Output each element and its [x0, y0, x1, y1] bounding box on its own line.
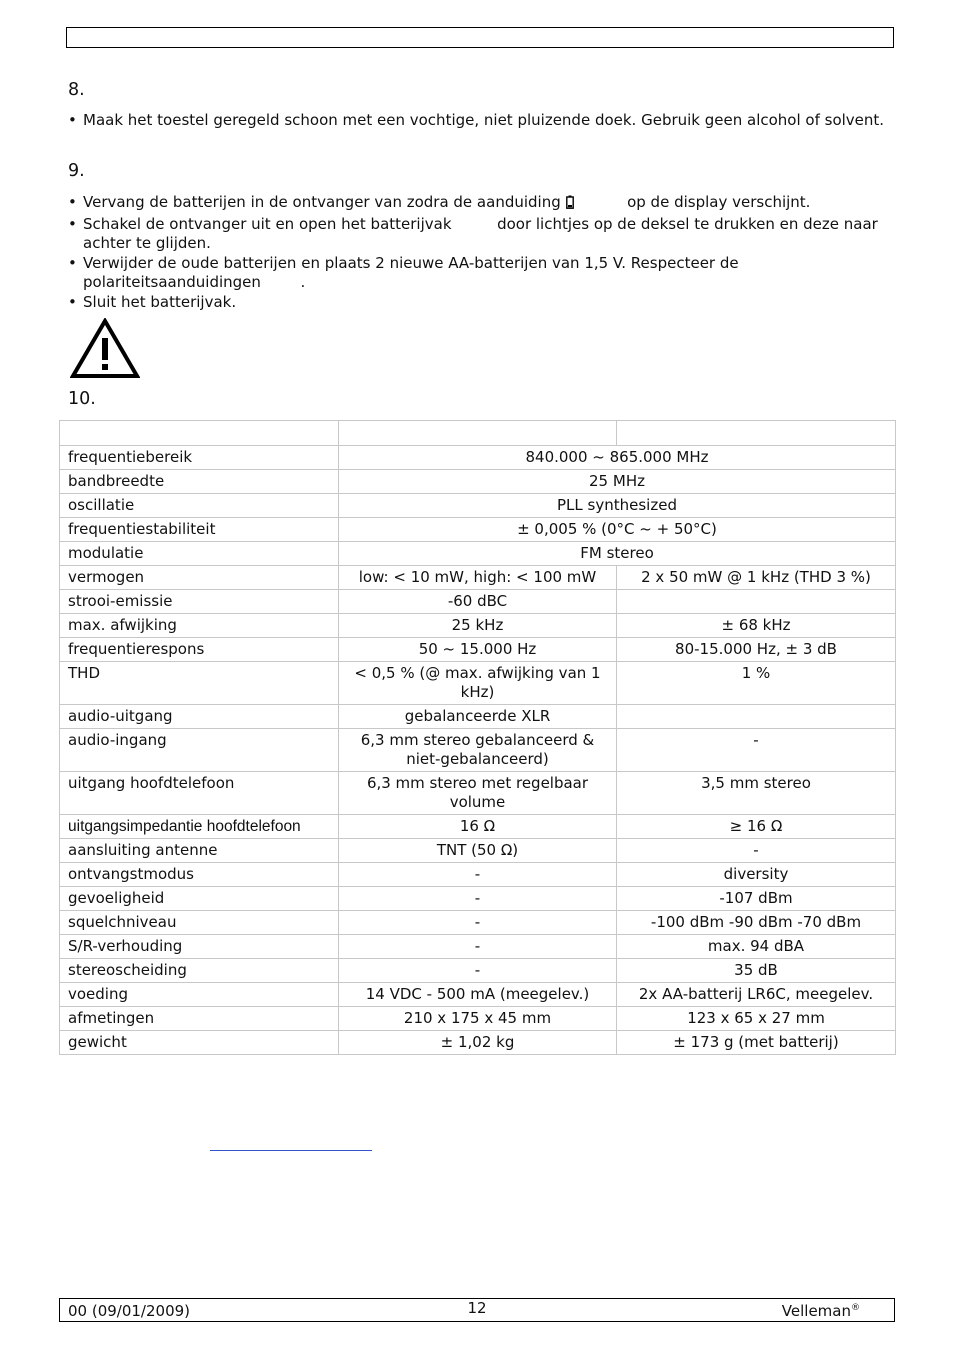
spec-value-receiver: 3,5 mm stereo	[617, 772, 896, 815]
table-row	[60, 446, 896, 470]
spec-value-transmitter: ± 1,02 kg	[339, 1031, 617, 1055]
warning-triangle-icon	[70, 318, 140, 378]
header-box	[66, 27, 894, 48]
spec-value-transmitter: -	[339, 887, 617, 911]
spec-label: frequentiebereik	[60, 446, 339, 470]
spec-value-receiver: 2x AA-batterij LR6C, meegelev.	[617, 983, 896, 1007]
spec-label: max. afwijking	[60, 614, 339, 638]
spec-label: ontvangstmodus	[60, 863, 339, 887]
table-row	[60, 815, 896, 839]
spec-value-receiver: 1 %	[617, 662, 896, 705]
table-row	[60, 542, 896, 566]
table-header-row	[60, 421, 896, 446]
table-row	[60, 983, 896, 1007]
battery-text-3b: .	[300, 273, 306, 291]
footer-brand: Velleman®	[781, 1302, 860, 1320]
footer	[59, 1298, 895, 1322]
battery-text-3a: Verwijder de oude batterijen en plaats 2 nieuwe AA-batterijen van 1,5 V. Respecteer de polariteitsaanduidingen	[83, 253, 739, 291]
spec-value-transmitter: 14 VDC - 500 mA (meegelev.)	[339, 983, 617, 1007]
section-number-9: 9.	[68, 161, 85, 181]
spec-value-receiver: -100 dBm -90 dBm -70 dBm	[617, 911, 896, 935]
spec-label: THD	[60, 662, 339, 705]
spec-value-transmitter: 16 Ω	[339, 815, 617, 839]
spec-value-transmitter: 6,3 mm stereo gebalanceerd & niet-gebalanceerd)	[339, 729, 617, 772]
spec-value-receiver: -	[617, 729, 896, 772]
spec-value-transmitter: < 0,5 % (@ max. afwijking van 1 kHz)	[339, 662, 617, 705]
spec-value-receiver: 80-15.000 Hz, ± 3 dB	[617, 638, 896, 662]
spec-value-shared: PLL synthesized	[339, 494, 896, 518]
table-row	[60, 729, 896, 772]
spec-value-transmitter: 210 x 175 x 45 mm	[339, 1007, 617, 1031]
table-row	[60, 1007, 896, 1031]
spec-label: audio-ingang	[60, 729, 339, 772]
spec-value-transmitter: gebalanceerde XLR	[339, 705, 617, 729]
battery-text-2b: door lichtjes op de deksel te drukken en deze naar achter te glijden.	[83, 214, 878, 252]
spec-value-transmitter: -	[339, 863, 617, 887]
battery-low-icon	[566, 195, 574, 215]
spec-value-receiver: ± 173 g (met batterij)	[617, 1031, 896, 1055]
spec-value-shared: ± 0,005 % (0°C ~ + 50°C)	[339, 518, 896, 542]
table-row	[60, 839, 896, 863]
spec-label: afmetingen	[60, 1007, 339, 1031]
list-item	[68, 193, 888, 215]
specifications-table	[59, 420, 896, 1055]
spec-label: aansluiting antenne	[60, 839, 339, 863]
maintenance-list	[68, 111, 888, 131]
spec-label: uitgang hoofdtelefoon	[60, 772, 339, 815]
table-row	[60, 614, 896, 638]
battery-text-1b: op de display verschijnt.	[627, 193, 811, 211]
table-row	[60, 772, 896, 815]
spec-value-receiver: max. 94 dBA	[617, 935, 896, 959]
spec-label: frequentiestabiliteit	[60, 518, 339, 542]
table-row	[60, 1031, 896, 1055]
spec-label: vermogen	[60, 566, 339, 590]
table-row	[60, 590, 896, 614]
table-row	[60, 494, 896, 518]
spec-value-receiver: diversity	[617, 863, 896, 887]
spec-label: stereoscheiding	[60, 959, 339, 983]
spec-value-receiver	[617, 590, 896, 614]
spec-value-receiver	[617, 705, 896, 729]
table-row	[60, 638, 896, 662]
list-item: • Sluit het batterijvak.	[68, 293, 888, 313]
spec-label: audio-uitgang	[60, 705, 339, 729]
table-row	[60, 887, 896, 911]
table-row	[60, 863, 896, 887]
spec-label: gewicht	[60, 1031, 339, 1055]
spec-value-transmitter: -	[339, 959, 617, 983]
spec-value-receiver: ≥ 16 Ω	[617, 815, 896, 839]
spec-label: modulatie	[60, 542, 339, 566]
spec-value-transmitter: 25 kHz	[339, 614, 617, 638]
spec-value-transmitter: low: < 10 mW, high: < 100 mW	[339, 566, 617, 590]
spec-value-receiver: 35 dB	[617, 959, 896, 983]
header-cell	[60, 421, 339, 446]
link-underline[interactable]	[210, 1150, 372, 1151]
section-number-8: 8.	[68, 80, 85, 100]
spec-value-transmitter: TNT (50 Ω)	[339, 839, 617, 863]
spec-value-receiver: 123 x 65 x 27 mm	[617, 1007, 896, 1031]
table-row	[60, 518, 896, 542]
spec-value-transmitter: -	[339, 911, 617, 935]
spec-label: uitgangsimpedantie hoofdtelefoon	[60, 815, 339, 839]
table-row	[60, 911, 896, 935]
spec-value-transmitter: -	[339, 935, 617, 959]
spec-label: bandbreedte	[60, 470, 339, 494]
table-row	[60, 705, 896, 729]
spec-label: S/R-verhouding	[60, 935, 339, 959]
section-number-10: 10.	[68, 389, 96, 409]
spec-value-receiver: -107 dBm	[617, 887, 896, 911]
list-item	[68, 254, 888, 293]
spec-label: voeding	[60, 983, 339, 1007]
spec-label: frequentierespons	[60, 638, 339, 662]
spec-value-shared: FM stereo	[339, 542, 896, 566]
list-item	[68, 215, 888, 254]
table-row	[60, 470, 896, 494]
spec-value-shared: 840.000 ~ 865.000 MHz	[339, 446, 896, 470]
spec-label: oscillatie	[60, 494, 339, 518]
spec-label: strooi-emissie	[60, 590, 339, 614]
battery-list	[68, 193, 888, 312]
spec-value-receiver: -	[617, 839, 896, 863]
spec-value-receiver: ± 68 kHz	[617, 614, 896, 638]
battery-text-2a: Schakel de ontvanger uit en open het batterijvak	[83, 214, 452, 233]
table-row	[60, 662, 896, 705]
header-cell	[617, 421, 896, 446]
table-row	[60, 959, 896, 983]
spec-label: gevoeligheid	[60, 887, 339, 911]
spec-value-transmitter: 50 ~ 15.000 Hz	[339, 638, 617, 662]
spec-value-transmitter: 6,3 mm stereo met regelbaar volume	[339, 772, 617, 815]
footer-page-number: 12	[467, 1299, 487, 1317]
table-row	[60, 566, 896, 590]
battery-text-1a: Vervang de batterijen in de ontvanger van zodra de aanduiding	[83, 193, 561, 211]
table-row	[60, 935, 896, 959]
spec-value-transmitter: -60 dBC	[339, 590, 617, 614]
spec-label: squelchniveau	[60, 911, 339, 935]
header-cell	[339, 421, 617, 446]
list-item: • Maak het toestel geregeld schoon met een vochtige, niet pluizende doek. Gebruik geen alcohol of solvent.	[68, 111, 888, 131]
footer-version: 00 (09/01/2009)	[68, 1302, 191, 1320]
spec-value-shared: 25 MHz	[339, 470, 896, 494]
spec-value-receiver: 2 x 50 mW @ 1 kHz (THD 3 %)	[617, 566, 896, 590]
